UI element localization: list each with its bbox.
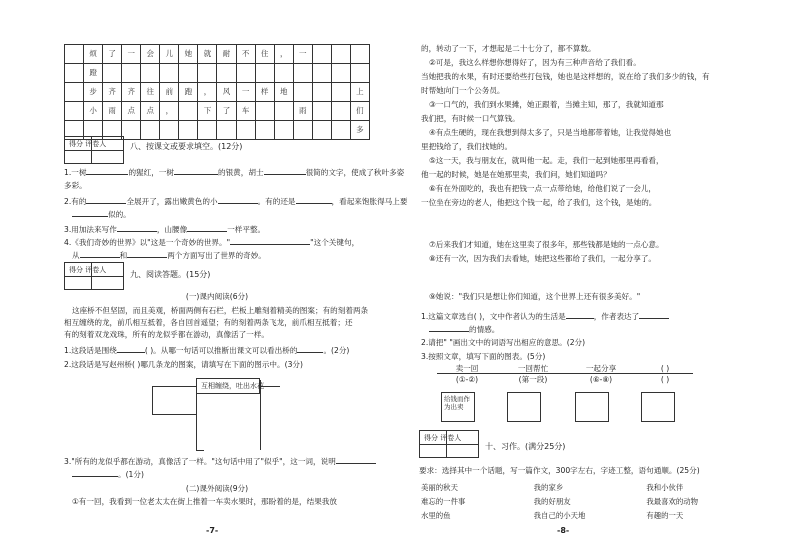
r-passage-7: ④有点生硬的，现在我想到得太多了，只是当地都带着她，让我觉得她也	[429, 128, 672, 137]
r-passage-1: 的，转动了一下，才想起是二十七分了，都不算数。	[421, 44, 596, 53]
r-passage-15: ⑨她说："我们只是想让你们知道，这个世界上还有很多美好。"	[429, 292, 641, 301]
topic-row	[421, 510, 757, 522]
chain-top-3: ( )	[660, 364, 670, 373]
grid-row	[65, 64, 370, 83]
grid-cell: 耐	[217, 45, 236, 64]
score-box	[64, 136, 124, 164]
score-box-label: 得分 评卷人	[69, 140, 107, 148]
r-passage-6: 我们把，有时候一口气算钱。	[421, 114, 520, 123]
grid-cell: 就	[198, 45, 217, 64]
grid-cell	[255, 64, 274, 83]
grid-cell	[312, 102, 331, 121]
section-9-title: 九、阅读答题。(15分)	[130, 270, 211, 279]
r-q1-line: 1.这篇文章选自( )，文中作者认为的生活是 ，作者表达了	[421, 312, 669, 322]
grid-cell: ，	[160, 102, 179, 121]
grid-cell	[331, 45, 350, 64]
s9-passage2-line1: ①有一回，我看到一位老太太在街上推着一车卖水果时，那盼着的是，结果我放	[72, 497, 337, 506]
grid-row	[65, 83, 370, 102]
s9-passage-line1: 这座桥不但坚固，而且美观，桥面两侧有石栏，栏板上雕刻着精美的图案；有的刻着两条	[72, 306, 369, 315]
grid-cell	[312, 64, 331, 83]
s8-q3-line: 3.用加法来写作 ，山腰像 一样平整。	[64, 225, 266, 234]
grid-cell	[198, 64, 217, 83]
grid-cell	[179, 64, 198, 83]
grid-cell	[103, 64, 122, 83]
grid-cell	[331, 102, 350, 121]
grid-cell: 跑	[179, 83, 198, 102]
grid-cell: 多	[350, 121, 369, 140]
topic-item: 我的好朋友	[533, 496, 571, 506]
grid-cell: 小	[84, 102, 103, 121]
grid-cell	[141, 121, 160, 140]
grid-cell	[331, 121, 350, 140]
grid-cell: 不	[236, 45, 255, 64]
chain-top-1: 一回帮忙	[517, 364, 549, 373]
grid-cell	[160, 121, 179, 140]
topic-item: 我的家乡	[533, 483, 564, 492]
grid-cell: 她	[179, 45, 198, 64]
chain-sub-3: ( )	[660, 375, 670, 384]
chain-box-1[interactable]	[507, 392, 541, 422]
grid-cell: ，	[274, 45, 293, 64]
grid-cell	[65, 83, 84, 102]
chain-box-0: 给钱而作为出卖	[441, 392, 475, 422]
grid-cell	[217, 121, 236, 140]
r-passage-3: 当她把我的水果，有时还要给些打包钱，她也是这样想的，说在给了我们多少的钱，有	[421, 72, 710, 81]
s9-passage-line3: 有的刻着双龙戏珠，所有的龙似乎都在游动，真像活了一样。	[64, 330, 270, 339]
r-passage-14: ⑧还有一次，因为我们去看她，她把这些都给了我们，一起分享了。	[429, 254, 657, 263]
grid-cell	[274, 102, 293, 121]
s8-q2-line: 2.有的 全展开了，露出嫩黄色的小 。有的还是 ，看起来饱胀得马上要	[64, 197, 408, 206]
right-page	[397, 0, 794, 551]
grid-cell	[217, 64, 236, 83]
grid-cell: 住	[255, 45, 274, 64]
r-passage-5: ③一口气的，我们到水果摊，她正跟着，当摊主知，那了，我就知道那	[429, 100, 664, 109]
grid-cell	[293, 83, 312, 102]
grid-cell: 了	[217, 102, 236, 121]
s9-passage-line2: 相互缠绕的龙，前爪相互抵着，各自回首遥望；有的刻着两条飞龙，前爪相互抵着；还	[64, 318, 353, 327]
chain-sub-1: (第一段)	[518, 375, 548, 384]
grid-cell	[274, 121, 293, 140]
grid-cell	[293, 64, 312, 83]
section-8-title: 八、按课文或要求填空。(12分)	[130, 142, 243, 151]
grid-cell	[350, 45, 369, 64]
chain-box-2[interactable]	[575, 392, 609, 422]
r-passage-12: 一位坐在旁边的老人，他把这个钱一起，给了我们，这个钱，是她的。	[421, 198, 657, 207]
s8-q1-line: 1.一树 的猩红，一树 的银黄，胡士 很简的文字，使成了秋叶多姿	[64, 168, 405, 177]
r-passage-9: ⑤这一天，我与朋友在，就叫他一起。走，我们一起到她那里再看看，	[429, 156, 664, 165]
s8-q1-line2: 多彩。	[64, 181, 87, 190]
topic-item: 难忘的一件事	[421, 496, 466, 506]
r-passage-10: 他一起的时候，她是在她那里卖，我们问，她们知道吗？	[421, 170, 611, 179]
writing-grid	[64, 44, 370, 140]
grid-cell	[122, 121, 141, 140]
section-10-title: 十、习作。(满分25分)	[485, 442, 566, 451]
s9-subtitle-2: (二)课外阅读(9分)	[185, 484, 249, 493]
grid-cell: 雨	[103, 102, 122, 121]
grid-cell: 一	[293, 45, 312, 64]
grid-cell	[255, 102, 274, 121]
grid-cell: 点	[122, 102, 141, 121]
grid-cell: 齐	[103, 83, 122, 102]
grid-cell	[198, 121, 217, 140]
chain-sub-2: (⑥-⑧)	[589, 375, 613, 384]
grid-cell: 步	[84, 83, 103, 102]
grid-cell: 烦	[84, 45, 103, 64]
grid-cell: 车	[236, 102, 255, 121]
s8-q4-line2: 从 和 两个方面写出了世界的奇妙。	[72, 251, 266, 260]
diagram-box	[196, 378, 264, 394]
grid-cell	[293, 121, 312, 140]
topic-item: 水里的鱼	[421, 510, 451, 520]
grid-cell: 上	[350, 83, 369, 102]
r-passage-11: ⑥有在外面吃的，我也有把钱一点一点带给她，给他们说了一会儿，	[429, 184, 657, 193]
page-number-8: -8-	[557, 526, 570, 535]
r-passage-2: ②可是，我这么样想你想得好了，因为有三种声音给了我们看。	[429, 58, 641, 67]
page-number-7: -7-	[206, 526, 219, 535]
grid-cell: 往	[141, 83, 160, 102]
grid-cell	[122, 64, 141, 83]
topic-item: 我自己的小天地	[533, 510, 586, 520]
grid-cell	[236, 121, 255, 140]
topic-item: 美丽的秋天	[421, 483, 458, 492]
score-box-9: 得分 评卷人	[64, 262, 124, 290]
grid-cell: 会	[141, 45, 160, 64]
chain-box-3[interactable]	[641, 392, 675, 422]
grid-cell	[312, 83, 331, 102]
topic-item: 我最喜欢的动物	[646, 496, 699, 506]
topic-row	[421, 496, 757, 508]
grid-cell: 点	[141, 102, 160, 121]
topics-table	[419, 480, 759, 524]
s9-subtitle-1: (一)课内阅读(6分)	[185, 292, 249, 301]
topic-item: 有趣的一天	[646, 510, 684, 520]
grid-cell	[274, 64, 293, 83]
grid-cell	[255, 121, 274, 140]
r-q2-line: 2.请把" "画出文中的词语写出相应的意思。(2分)	[421, 338, 586, 347]
r-passage-13: ⑦后来我们才知道，她在这里卖了很多年，那些钱都是她的一点心意。	[429, 240, 664, 249]
grid-cell: 下	[198, 102, 217, 121]
grid-cell	[65, 102, 84, 121]
s8-q2-line2: 似的。	[72, 210, 131, 220]
chain-top-2: 一起分享	[585, 364, 617, 373]
r-q1-line2: 的情感。	[429, 325, 499, 335]
grid-cell: ，	[198, 83, 217, 102]
grid-row	[65, 102, 370, 121]
grid-cell	[331, 83, 350, 102]
grid-cell: 儿	[160, 45, 179, 64]
topic-item: 我和小伙伴	[646, 483, 684, 492]
grid-cell	[141, 64, 160, 83]
grid-cell	[312, 121, 331, 140]
grid-cell: 地	[274, 83, 293, 102]
chain-top-0: 卖一回	[455, 364, 479, 373]
diagram-label: 互相缠绕，吐出水花	[201, 382, 264, 390]
grid-cell: 一	[122, 45, 141, 64]
chain-sub-0: (①-②)	[455, 375, 479, 384]
grid-cell: 蹬	[84, 64, 103, 83]
grid-cell: 风	[217, 83, 236, 102]
grid-cell: 雨	[293, 102, 312, 121]
r-passage-8: 里把钱给了，我们找她的。	[421, 142, 513, 151]
grid-cell	[179, 121, 198, 140]
grid-cell: 前	[160, 83, 179, 102]
grid-cell: 们	[350, 102, 369, 121]
grid-cell	[179, 102, 198, 121]
grid-cell	[160, 64, 179, 83]
grid-cell	[65, 45, 84, 64]
grid-cell: 齐	[122, 83, 141, 102]
grid-cell	[350, 64, 369, 83]
score-box-10: 得分 评卷人	[419, 430, 479, 458]
s8-q4-line: 4.《我们奇妙的世界》以"这是一个奇妙的世界。" "这个关键句，	[64, 238, 360, 247]
grid-cell	[236, 64, 255, 83]
r-q3-line: 3.按照文章，填写下面的图表。(5分)	[421, 352, 546, 361]
grid-cell: 样	[255, 83, 274, 102]
r-passage-4: 时帮她向门一个公务员。	[421, 86, 505, 95]
s10-requirement: 要求：选择其中一个话题，写一篇作文，300字左右，字迹工整，语句通顺。(25分)	[419, 466, 700, 475]
s9-q2-line: 2.这段话是写赵州桥( )哪几条龙的图案，请填写在下面的图示中。(3分)	[64, 360, 303, 369]
grid-cell	[312, 45, 331, 64]
topic-row	[421, 482, 757, 494]
grid-cell: 一	[236, 83, 255, 102]
grid-row	[65, 45, 370, 64]
grid-cell	[65, 64, 84, 83]
s9-q3-line2: 。(1分)	[72, 470, 144, 480]
s9-q1-line: 1.这段话是围绕 ( )。从哪一句话可以推断出课文可以看出桥的 。(2分)	[64, 346, 350, 355]
grid-cell: 了	[103, 45, 122, 64]
grid-cell	[331, 64, 350, 83]
s9-q3-line: 3."所有的龙似乎都在游动，真像活了一样。"这句话中用了"似乎"，这一词，说明	[64, 457, 376, 467]
